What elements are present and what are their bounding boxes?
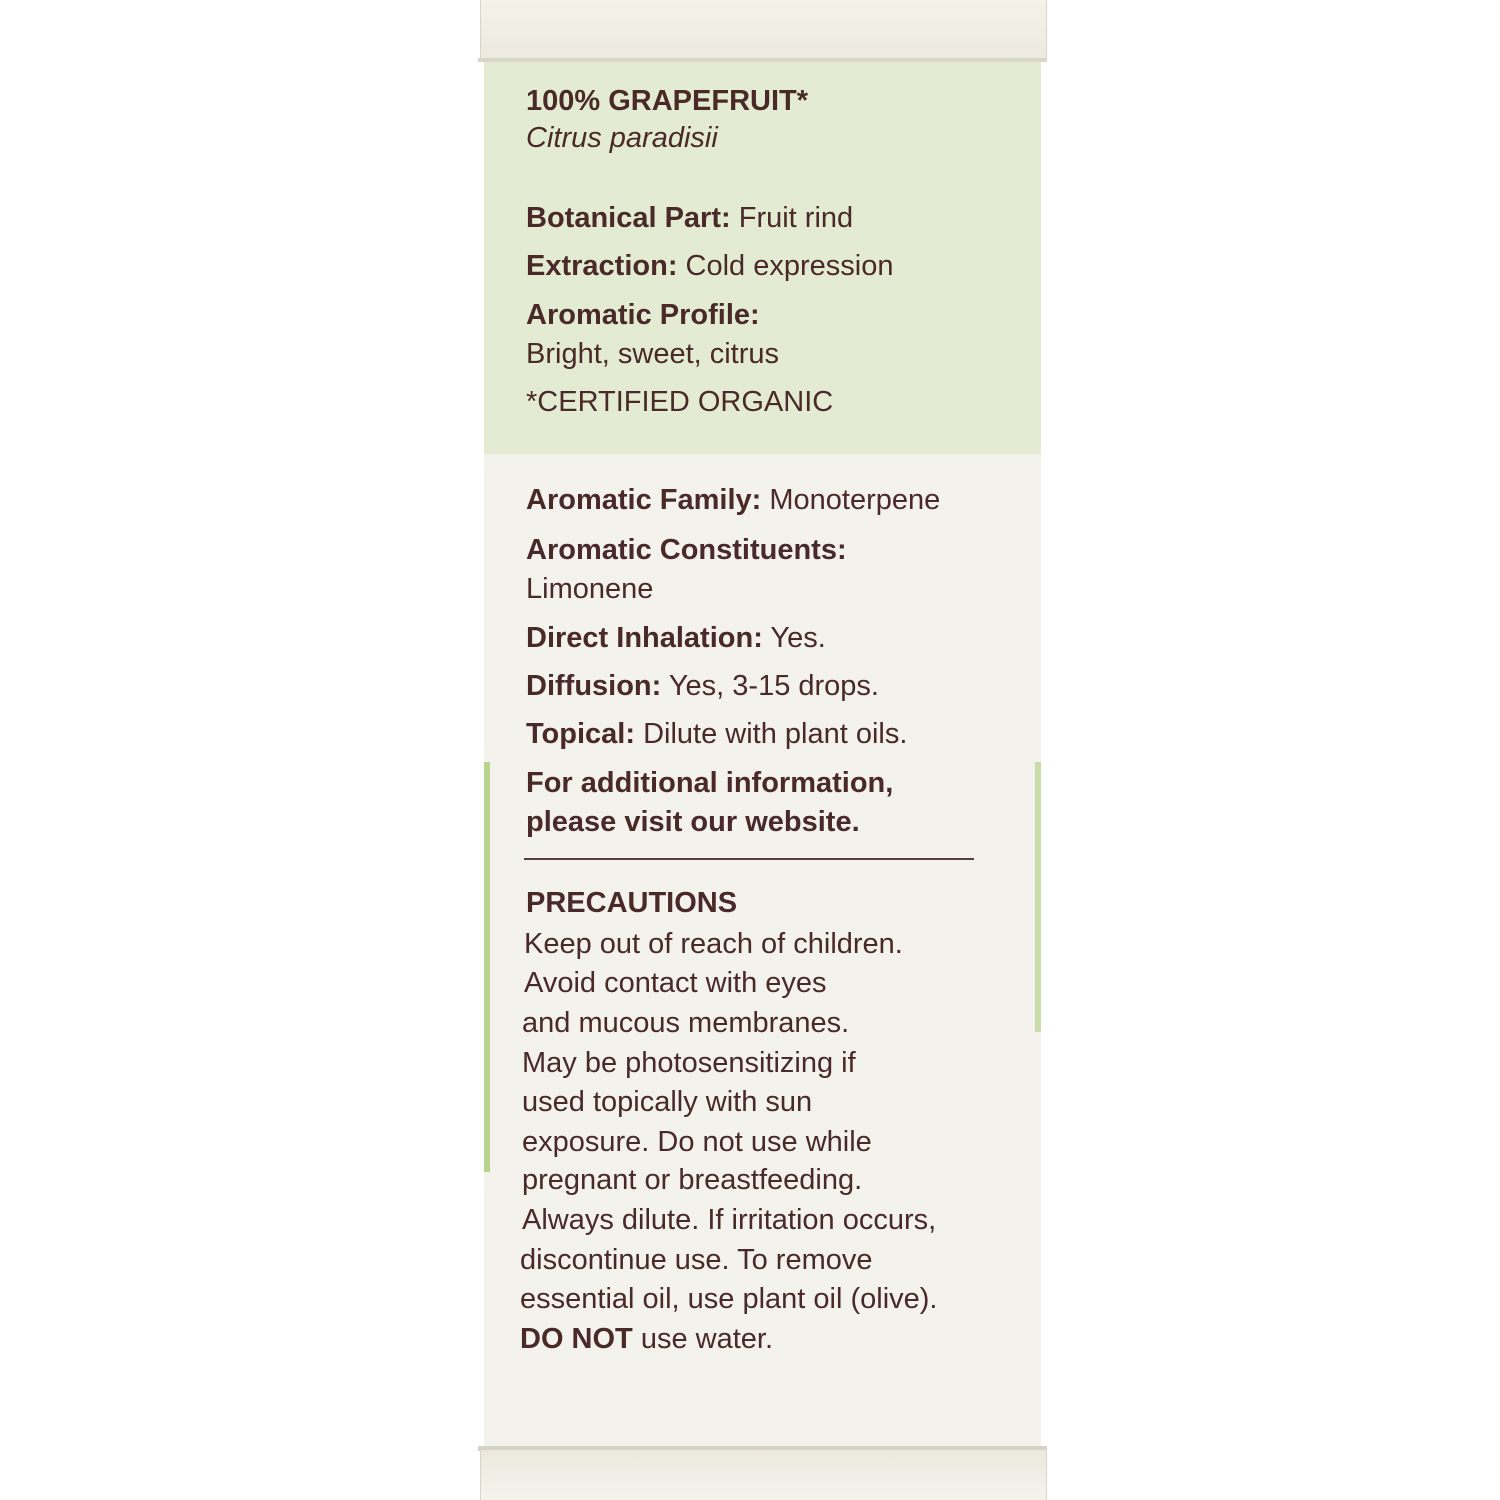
precaution-line: pregnant or breastfeeding.	[522, 1164, 863, 1196]
info-line-2: please visit our website.	[526, 806, 860, 838]
box-bottom-flap	[480, 1450, 1047, 1500]
direct-inhalation	[526, 618, 826, 658]
topical-value: Dilute with plant oils.	[643, 718, 908, 750]
do-not-emphasis: DO NOT	[520, 1323, 633, 1355]
precaution-line: discontinue use. To remove	[520, 1244, 873, 1276]
precaution-final-line	[520, 1319, 773, 1359]
precaution-line: Keep out of reach of children.	[524, 928, 903, 960]
aromatic-profile-label: Aromatic Profile:	[526, 299, 760, 331]
aromatic-family	[526, 480, 940, 520]
extraction-value: Cold expression	[685, 250, 894, 282]
precaution-line: and mucous membranes.	[522, 1007, 850, 1039]
left-accent-strip	[484, 762, 490, 1172]
latin-name: Citrus paradisii	[526, 122, 718, 154]
diffusion-label: Diffusion:	[526, 670, 662, 702]
diffusion-value: Yes, 3-15 drops.	[668, 670, 879, 702]
section-divider	[524, 858, 974, 860]
precaution-line: essential oil, use plant oil (olive).	[520, 1283, 938, 1315]
certified-organic: *CERTIFIED ORGANIC	[526, 386, 834, 418]
extraction	[526, 246, 894, 286]
botanical-part	[526, 198, 853, 238]
precaution-line: used topically with sun	[522, 1086, 813, 1118]
aromatic-constituents-value: Limonene	[526, 573, 654, 605]
precautions-heading: PRECAUTIONS	[526, 887, 738, 919]
right-accent-strip	[1035, 762, 1041, 1032]
direct-inhalation-label: Direct Inhalation:	[526, 622, 763, 654]
botanical-part-value: Fruit rind	[738, 202, 854, 234]
final-line-rest: use water.	[632, 1323, 774, 1355]
extraction-label: Extraction:	[526, 250, 678, 282]
direct-inhalation-value: Yes.	[770, 622, 826, 654]
info-line-1: For additional information,	[526, 767, 894, 799]
precaution-line: exposure. Do not use while	[522, 1126, 872, 1158]
aromatic-constituents-label: Aromatic Constituents:	[526, 534, 847, 566]
aromatic-profile-value: Bright, sweet, citrus	[526, 338, 780, 370]
aromatic-family-label: Aromatic Family:	[526, 484, 762, 516]
aromatic-family-value: Monoterpene	[769, 484, 941, 516]
precaution-line: May be photosensitizing if	[522, 1047, 856, 1079]
precaution-line: Avoid contact with eyes	[524, 967, 827, 999]
topical	[526, 714, 907, 754]
botanical-part-label: Botanical Part:	[526, 202, 731, 234]
precaution-line: Always dilute. If irritation occurs,	[522, 1204, 937, 1236]
box-top-flap	[480, 0, 1047, 60]
topical-label: Topical:	[526, 718, 636, 750]
product-title: 100% GRAPEFRUIT*	[526, 85, 809, 117]
diffusion	[526, 666, 879, 706]
